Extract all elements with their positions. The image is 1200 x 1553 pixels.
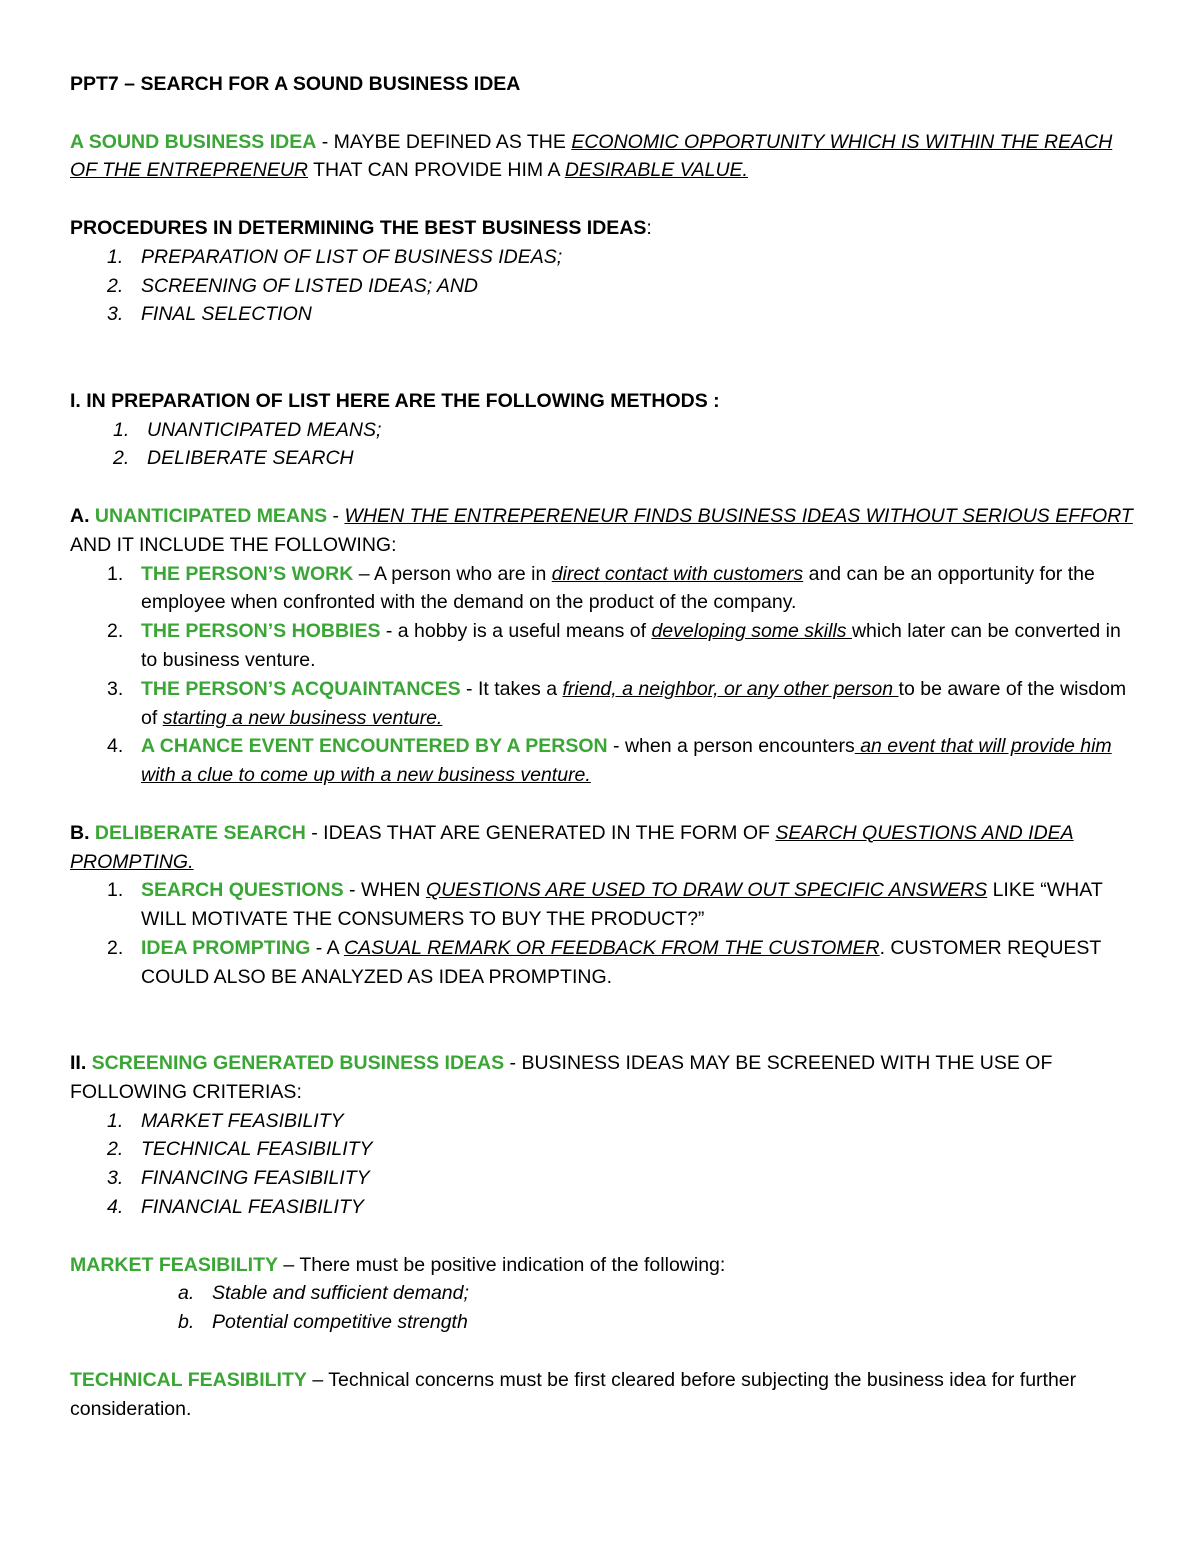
- list-item-text: - WHEN: [343, 879, 426, 902]
- definition-text: - MAYBE DEFINED AS THE: [316, 130, 572, 153]
- list-item: [107, 1164, 1135, 1193]
- technical-feasibility-paragraph: [70, 1366, 1135, 1424]
- list-item-term: THE PERSON’S HOBBIES: [141, 620, 381, 643]
- section-1-list: [70, 416, 1135, 474]
- list-item-text-end: to be aware of the wisdom of: [141, 677, 1127, 729]
- definition-underlined: ECONOMIC OPPORTUNITY WHICH IS WITHIN THE REACH OF THE ENTREPRENEUR: [70, 130, 1113, 182]
- section-b-list: [70, 876, 1135, 991]
- list-number: 2.: [113, 447, 130, 470]
- definition-term: A SOUND BUSINESS IDEA: [70, 130, 317, 153]
- list-number: 1.: [107, 562, 124, 585]
- section-b-heading: [70, 819, 1135, 877]
- list-item: [107, 560, 1135, 618]
- list-item-text: FINANCIAL FEASIBILITY: [141, 1196, 364, 1219]
- section-2-list: [70, 1107, 1135, 1222]
- list-item: [178, 1308, 1135, 1337]
- list-item-underlined: friend, a neighbor, or any other person: [562, 677, 899, 700]
- list-number: 2.: [107, 936, 124, 959]
- section-b-prefix: B.: [70, 821, 95, 844]
- definition-paragraph: [70, 128, 1135, 186]
- list-item-term: IDEA PROMPTING: [141, 936, 311, 959]
- section-2-text: - BUSINESS IDEAS MAY BE SCREENED WITH THE USE OF FOLLOWING CRITERIAS:: [70, 1052, 1053, 1103]
- section-2-prefix: II.: [70, 1052, 92, 1075]
- definition-text-mid: THAT CAN PROVIDE HIM A: [308, 159, 565, 182]
- list-number: 3.: [107, 1167, 124, 1190]
- list-item-text: DELIBERATE SEARCH: [147, 447, 354, 470]
- list-item-term: SEARCH QUESTIONS: [141, 879, 344, 902]
- section-b-underlined: SEARCH QUESTIONS AND IDEA PROMPTING.: [70, 821, 1074, 873]
- list-item-term: A CHANCE EVENT ENCOUNTERED BY A PERSON: [141, 735, 608, 758]
- list-item-text: Stable and sufficient demand;: [212, 1282, 469, 1305]
- market-feasibility-list: [70, 1279, 1135, 1337]
- section-a-term: UNANTICIPATED MEANS: [94, 504, 328, 527]
- procedures-heading-colon: :: [646, 216, 652, 239]
- page-title: PPT7 – SEARCH FOR A SOUND BUSINESS IDEA: [70, 73, 521, 95]
- list-number: 1.: [113, 418, 130, 441]
- list-item: [107, 1193, 1135, 1222]
- list-item-term: THE PERSON’S ACQUAINTANCES: [141, 677, 461, 700]
- market-feasibility-text: – There must be positive indication of the following:: [278, 1253, 726, 1276]
- procedures-heading: [70, 214, 1135, 243]
- procedures-list: [70, 243, 1135, 329]
- list-item: [107, 876, 1135, 934]
- list-item: [107, 300, 1135, 329]
- list-item-text: - A: [310, 936, 344, 959]
- list-item: [178, 1279, 1135, 1308]
- list-item-text-end: LIKE “WHAT WILL MOTIVATE THE CONSUMERS TO BUY THE PRODUCT?”: [141, 879, 1103, 931]
- list-letter: a.: [178, 1282, 195, 1305]
- technical-feasibility-term: TECHNICAL FEASIBILITY: [70, 1368, 307, 1391]
- list-number: 1.: [107, 1109, 124, 1132]
- list-item-text: UNANTICIPATED MEANS;: [147, 418, 382, 441]
- list-item-underlined: an event that will provide him with a clue to come up with a new business venture.: [141, 735, 1112, 787]
- procedures-heading-text: PROCEDURES IN DETERMINING THE BEST BUSINESS IDEAS: [70, 216, 647, 239]
- list-item: [107, 1135, 1135, 1164]
- list-letter: b.: [178, 1311, 195, 1334]
- section-a-prefix: A.: [70, 504, 95, 527]
- list-item-text: SCREENING OF LISTED IDEAS; AND: [141, 274, 478, 297]
- list-number: 3.: [107, 677, 124, 700]
- list-item: [113, 444, 1135, 473]
- list-item: [107, 675, 1135, 733]
- list-item-text: TECHNICAL FEASIBILITY: [141, 1138, 373, 1161]
- list-item-text: PREPARATION OF LIST OF BUSINESS IDEAS;: [141, 245, 563, 268]
- list-item-underlined-end: starting a new business venture.: [162, 706, 443, 729]
- list-item-text: - when a person encounters: [607, 735, 855, 758]
- section-b-term: DELIBERATE SEARCH: [94, 821, 306, 844]
- list-item: [107, 243, 1135, 272]
- list-number: 3.: [107, 303, 124, 326]
- list-number: 1.: [107, 879, 124, 902]
- market-feasibility-term: MARKET FEASIBILITY: [70, 1253, 278, 1276]
- list-item-text: - It takes a: [460, 677, 563, 700]
- technical-feasibility-text: – Technical concerns must be first cleared before subjecting the business idea for further consideration.: [70, 1368, 1077, 1420]
- section-a-list: [70, 560, 1135, 790]
- document-page: [70, 70, 1135, 1423]
- list-item-underlined: developing some skills: [651, 620, 852, 643]
- list-item: [107, 1107, 1135, 1136]
- list-item-underlined: direct contact with customers: [551, 562, 804, 585]
- list-item: [107, 732, 1135, 790]
- list-item: [107, 272, 1135, 301]
- list-number: 2.: [107, 274, 124, 297]
- list-item-text: FINAL SELECTION: [141, 303, 312, 326]
- list-number: 4.: [107, 735, 124, 758]
- list-item-text-end: which later can be converted in to business venture.: [141, 620, 1121, 671]
- section-a-underlined: WHEN THE ENTREPERENEUR FINDS BUSINESS IDEAS WITHOUT SERIOUS EFFORT: [344, 504, 1133, 527]
- section-a-dash: -: [327, 504, 345, 527]
- list-number: 4.: [107, 1196, 124, 1219]
- list-item: [113, 416, 1135, 445]
- definition-underlined-value: DESIRABLE VALUE.: [564, 159, 748, 182]
- section-a-heading: [70, 502, 1135, 560]
- list-item-text: MARKET FEASIBILITY: [141, 1109, 344, 1132]
- list-item-underlined: QUESTIONS ARE USED TO DRAW OUT SPECIFIC ANSWERS: [425, 879, 988, 902]
- list-item-term: THE PERSON’S WORK: [141, 562, 354, 585]
- list-number: 2.: [107, 620, 124, 643]
- list-item-text: Potential competitive strength: [212, 1311, 468, 1334]
- list-item-text-end: and can be an opportunity for the employee when confronted with the demand on the product of the company.: [141, 562, 1095, 614]
- list-item: [107, 934, 1135, 992]
- section-1-heading: I. IN PREPARATION OF LIST HERE ARE THE FOLLOWING METHODS :: [70, 389, 720, 412]
- list-item-underlined: CASUAL REMARK OR FEEDBACK FROM THE CUSTOMER: [343, 936, 880, 959]
- list-item-text: - a hobby is a useful means of: [380, 620, 652, 643]
- list-number: 1.: [107, 245, 124, 268]
- list-item: [107, 617, 1135, 675]
- section-2-heading: [70, 1049, 1135, 1107]
- list-item-text: – A person who are in: [353, 562, 552, 585]
- section-2-term: SCREENING GENERATED BUSINESS IDEAS: [91, 1052, 505, 1075]
- market-feasibility-paragraph: [70, 1251, 1135, 1280]
- list-item-text: FINANCING FEASIBILITY: [141, 1167, 370, 1190]
- section-b-text: - IDEAS THAT ARE GENERATED IN THE FORM OF: [305, 821, 776, 844]
- section-a-rest: AND IT INCLUDE THE FOLLOWING:: [70, 533, 397, 556]
- list-number: 2.: [107, 1138, 124, 1161]
- list-item-text-end: . CUSTOMER REQUEST COULD ALSO BE ANALYZED AS IDEA PROMPTING.: [141, 936, 1101, 988]
